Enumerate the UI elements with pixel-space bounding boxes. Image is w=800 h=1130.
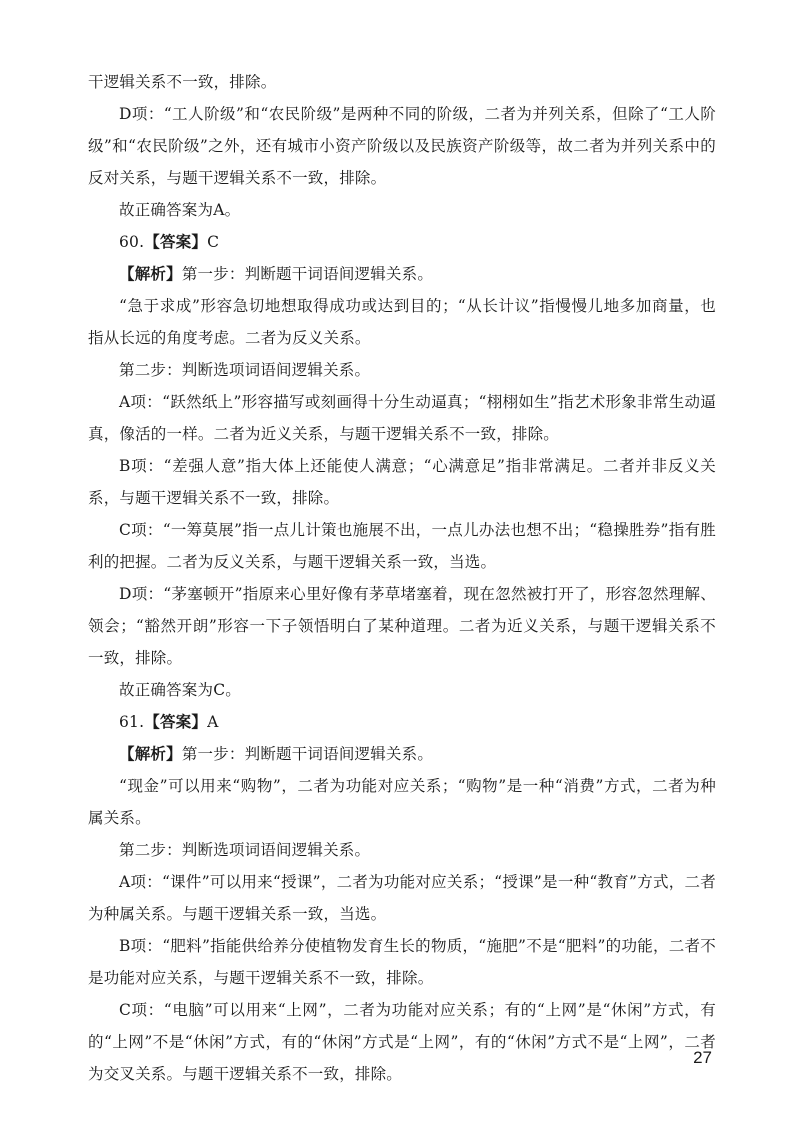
paragraph [88, 290, 716, 354]
paragraph-text: D项：“茅塞顿开”指原来心里好像有茅草堵塞着，现在忽然被打开了，形容忽然理解、领会；“豁然开朗”形容一下子领悟明白了某种道理。二者为近义关系，与题干逻辑关系不一致，排除。 [88, 585, 716, 667]
paragraph-text: “现金”可以用来“购物”，二者为功能对应关系；“购物”是一种“消费”方式，二者为种属关系。 [88, 777, 716, 827]
paragraph [88, 354, 716, 386]
paragraph [88, 450, 716, 514]
paragraph-text: A项：“跃然纸上”形容描写或刻画得十分生动逼真；“栩栩如生”指艺术形象非常生动逼真，像活的一样。二者为近义关系，与题干逻辑关系不一致，排除。 [88, 393, 716, 443]
paragraph-text: B项：“肥料”指能供给养分使植物发育生长的物质，“施肥”不是“肥料”的功能，二者不是功能对应关系，与题干逻辑关系不一致，排除。 [88, 937, 716, 987]
paragraph [88, 866, 716, 930]
answer-label: 【答案】 [144, 233, 208, 251]
paragraph [88, 930, 716, 994]
paragraph-text: “急于求成”形容急切地想取得成功或达到目的；“从长计议”指慢慢儿地多加商量，也指从长远的角度考虑。二者为反义关系。 [88, 297, 716, 347]
paragraph [88, 770, 716, 834]
paragraph-text: 干逻辑关系不一致，排除。 [88, 73, 277, 91]
answer-value: A [207, 713, 219, 731]
paragraph [88, 386, 716, 450]
paragraph-text: D项：“工人阶级”和“农民阶级”是两种不同的阶级，二者为并列关系，但除了“工人阶级”和“农民阶级”之外，还有城市小资产阶级以及民族资产阶级等，故二者为并列关系中的反对关系，与题干逻辑关系不一致，排除。 [88, 105, 716, 187]
paragraph-text: 第一步：判断题干词语间逻辑关系。 [181, 745, 434, 763]
answer-heading-61 [88, 706, 716, 738]
answer-value: C [207, 233, 220, 251]
paragraph [88, 578, 716, 674]
analysis-paragraph [88, 738, 716, 770]
paragraph-text: 第二步：判断选项词语间逻辑关系。 [119, 361, 371, 379]
paragraph [88, 194, 716, 226]
paragraph [88, 994, 716, 1090]
analysis-label: 【解析】 [119, 745, 182, 763]
paragraph-text: 故正确答案为A。 [119, 201, 241, 219]
question-number: 60. [119, 233, 145, 251]
paragraph-text: 第一步：判断题干词语间逻辑关系。 [181, 265, 434, 283]
document-body [88, 66, 716, 1090]
paragraph [88, 66, 716, 98]
paragraph [88, 98, 716, 194]
analysis-label: 【解析】 [119, 265, 182, 283]
paragraph-text: 故正确答案为C。 [119, 681, 241, 699]
paragraph [88, 674, 716, 706]
paragraph-text: A项：“课件”可以用来“授课”，二者为功能对应关系；“授课”是一种“教育”方式，二者为种属关系。与题干逻辑关系一致，当选。 [88, 873, 716, 923]
page-number: 27 [693, 1048, 712, 1067]
paragraph [88, 514, 716, 578]
paragraph-text: C项：“电脑”可以用来“上网”，二者为功能对应关系；有的“上网”是“休闲”方式，有的“上网”不是“休闲”方式，有的“休闲”方式是“上网”，有的“休闲”方式不是“上网”，二者为交叉关系。与题干逻辑关系不一致，排除。 [88, 1001, 716, 1083]
paragraph-text: 第二步：判断选项词语间逻辑关系。 [119, 841, 371, 859]
paragraph [88, 834, 716, 866]
paragraph-text: C项：“一筹莫展”指一点儿计策也施展不出，一点儿办法也想不出；“稳操胜券”指有胜利的把握。二者为反义关系，与题干逻辑关系一致，当选。 [88, 521, 716, 571]
answer-label: 【答案】 [144, 713, 208, 731]
question-number: 61. [119, 713, 145, 731]
paragraph-text: B项：“差强人意”指大体上还能使人满意；“心满意足”指非常满足。二者并非反义关系，与题干逻辑关系不一致，排除。 [88, 457, 716, 507]
analysis-paragraph [88, 258, 716, 290]
answer-heading-60 [88, 226, 716, 258]
